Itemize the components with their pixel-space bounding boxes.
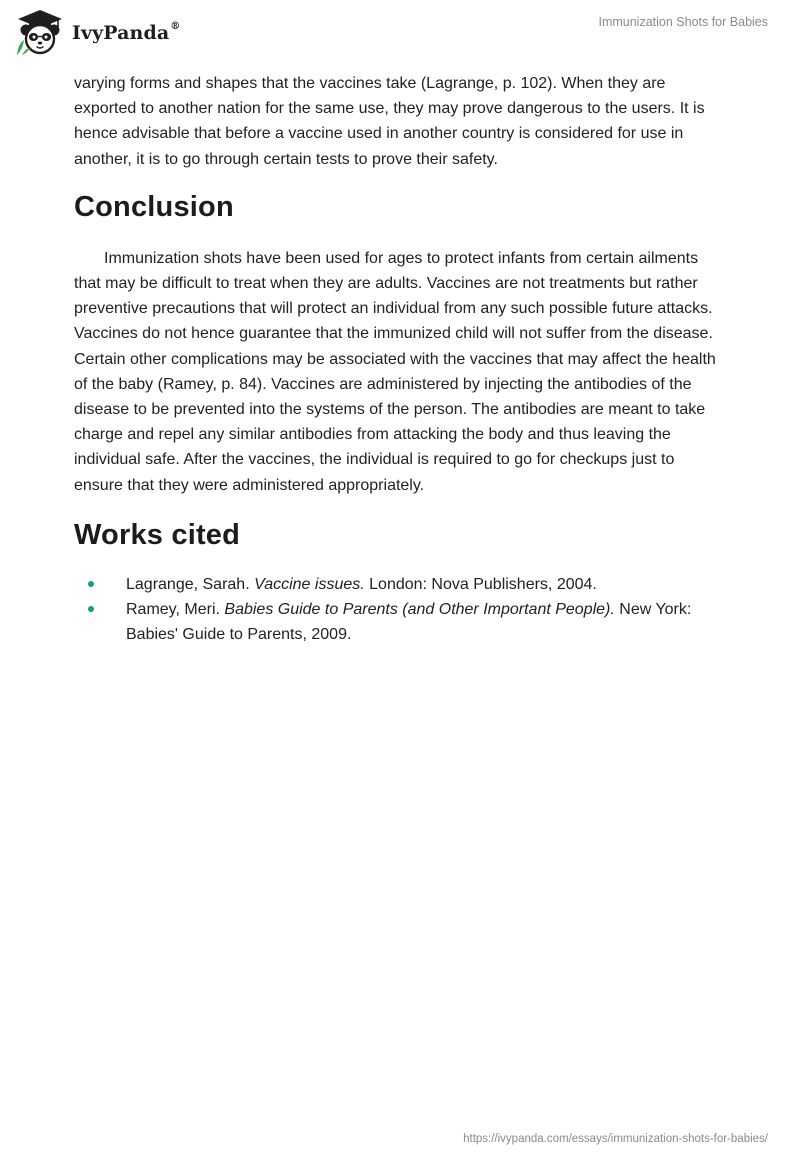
essay-content — [74, 71, 726, 647]
reference-publication: London: Nova Publishers, 2004. — [369, 575, 597, 593]
bullet-icon — [88, 606, 94, 612]
reference-title: Vaccine issues. — [254, 575, 365, 593]
reference-author: Ramey, Meri. — [126, 601, 220, 619]
document-title: Immunization Shots for Babies — [598, 15, 768, 29]
panda-graduate-icon — [14, 8, 66, 56]
conclusion-heading: Conclusion — [74, 190, 234, 223]
reference-item — [74, 572, 726, 597]
intro-paragraph: varying forms and shapes that the vaccines take (Lagrange, p. 102). When they are exported to another nation for the same use, they may prove dangerous to the users. It is hence advisable that before a vaccine used in another country is considered for use in another, it is to go through certain tests to prove their safety. — [74, 75, 705, 168]
reference-item — [74, 597, 726, 647]
reference-author: Lagrange, Sarah. — [126, 575, 250, 593]
conclusion-paragraph: Immunization shots have been used for ages to protect infants from certain ailments that may be difficult to treat when they are adults. Vaccines are not treatments but rather preventive precautions that will protect an individual from any such possible future attacks. Vaccines do not hence guarantee that the immunized child will not suffer from the disease. Certain other complications may be associated with the vaccines that may affect the health of the baby (Ramey, p. 84). Vaccines are administered by injecting the antibodies of the disease to be prevented into the systems of the person. The antibodies are meant to take charge and repel any similar antibodies from attacking the body and thus leaving the individual safe. After the vaccines, the individual is required to go for checkups just to ensure that they were administered appropriately. — [74, 249, 716, 494]
works-cited-list — [74, 572, 726, 648]
logo-wordmark: IvyPanda® — [72, 20, 181, 44]
ivypanda-logo[interactable] — [14, 8, 180, 56]
reference-publication: New York: Babies' Guide to Parents, 2009. — [126, 601, 692, 644]
page-header — [0, 0, 800, 64]
source-url-link[interactable]: https://ivypanda.com/essays/immunization-shots-for-babies/ — [463, 1133, 768, 1145]
works-cited-heading: Works cited — [74, 518, 241, 551]
reference-title: Babies Guide to Parents (and Other Important People). — [224, 601, 615, 619]
bullet-icon — [88, 581, 94, 587]
